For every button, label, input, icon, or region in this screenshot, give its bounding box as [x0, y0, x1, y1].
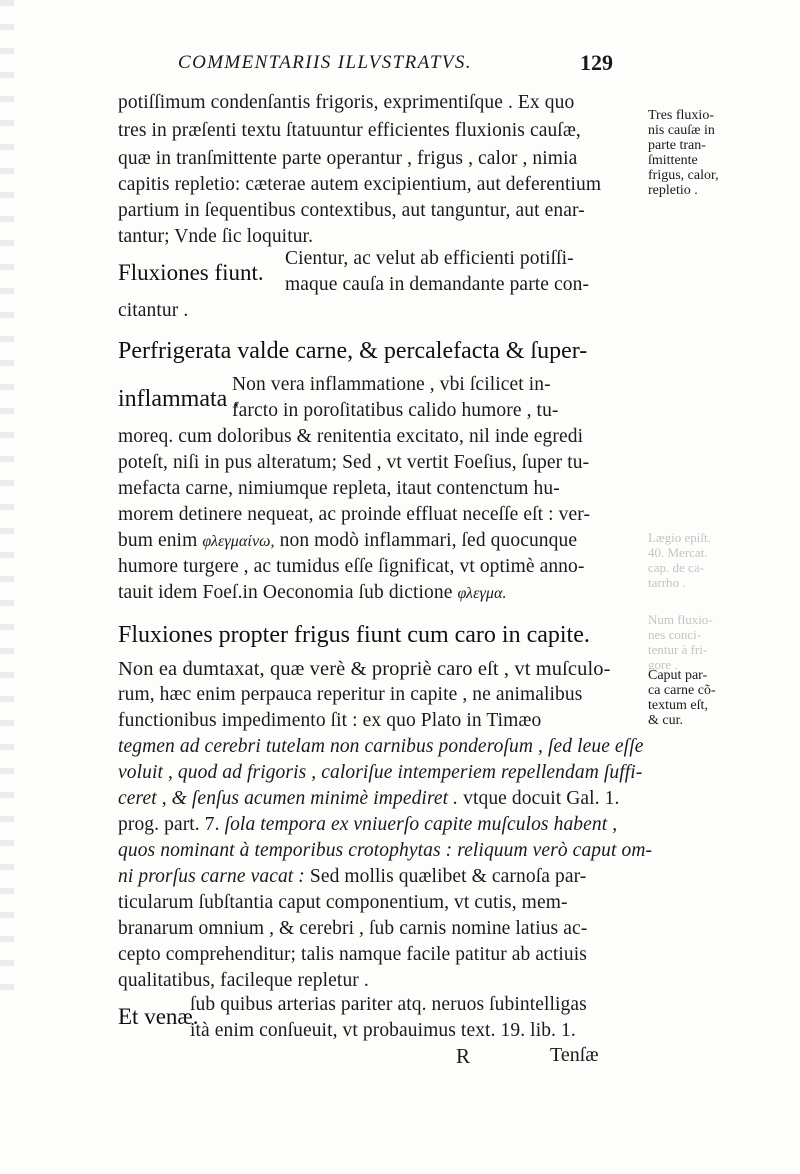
text-segment: ceret , & ſenſus acumen minimè impediret . [118, 788, 459, 809]
lemma-heading: Fluxiones propter frigus fiunt cum caro in capite. [118, 622, 590, 648]
text-line: moreq. cum doloribus & renitentia excitato, nil inde egredi [118, 426, 584, 447]
text-segment: prog. part. 7. [118, 814, 225, 835]
text-line: partium in ſequentibus contextibus, aut tanguntur, aut enar- [118, 200, 585, 221]
text-segment: ſola tempora ex vniuerſo capite muſculos habent , [224, 814, 618, 835]
text-line: Non vera inflammatione , vbi ſcilicet in- [232, 374, 551, 395]
text-line: quos nominant à temporibus crotophytas : reliquum verò caput om- [118, 840, 653, 861]
text-segment: non modò inflammari, ſed quocunque [279, 530, 578, 551]
lemma-heading: Perfrigerata valde carne, & percalefacta & ſuper- [118, 338, 588, 364]
margin-note-line: textum eſt, [648, 698, 708, 713]
ghost-line: tarrho . [648, 575, 686, 590]
margin-note-line: nis cauſæ in [648, 123, 715, 138]
text-line: farcto in poroſitatibus calido humore , tu- [232, 400, 559, 421]
margin-note-line: & cur. [648, 713, 683, 728]
lemma-heading: Et venæ. [118, 1004, 199, 1029]
running-header: COMMENTARIIS ILLVSTRATVS. [178, 52, 472, 73]
margin-note-line: ſmittente [648, 153, 698, 168]
text-segment: Sed mollis quælibet & carnoſa par- [304, 866, 587, 887]
text-line [118, 814, 638, 836]
catchword: Tenſæ [550, 1044, 599, 1066]
text-segment: ni prorſus carne vacat : [118, 866, 305, 887]
text-line: tegmen ad cerebri tutelam non carnibus ponderoſum , ſed leue eſſe [118, 736, 644, 757]
ghost-line: tentur à fri- [648, 642, 708, 657]
ghost-line: nes conci- [648, 627, 702, 642]
ghost-line: Lægio epiſt. [648, 530, 711, 545]
margin-note-line: repletio . [648, 183, 698, 198]
page-number: 129 [580, 50, 613, 75]
text-line: qualitatibus, facileque repletur . [118, 970, 369, 991]
text-line: morem detinere nequeat, ac proinde effluat neceſſe eſt : ver- [118, 504, 591, 525]
text-line: ſub quibus arterias pariter atq. neruos ſubintelligas [190, 994, 587, 1015]
text-line: humore turgere , ac tumidus eſſe ſignificat, vt optimè anno- [118, 556, 585, 577]
signature-mark: R [456, 1044, 471, 1068]
text-line: branarum omnium , & cerebri , ſub carnis nomine latius ac- [118, 918, 588, 939]
text-segment: bum enim [118, 530, 198, 551]
page-edge-shadow [0, 0, 14, 1000]
ghost-line: Num fluxio- [648, 612, 713, 627]
text-line: mefacta carne, nimiumque repleta, itaut contenctum hu- [118, 478, 560, 499]
text-line: functionibus impedimento ſit : ex quo Plato in Timæo [118, 710, 542, 731]
ghost-line: gore . [648, 657, 678, 672]
text-line [118, 866, 638, 888]
text-line: citantur . [118, 300, 189, 321]
text-line [118, 530, 638, 552]
margin-note-line: Tres fluxio- [648, 108, 714, 123]
text-line: ticularum ſubſtantia caput componentium, vt cutis, mem- [118, 892, 568, 913]
lemma-heading: Fluxiones fiunt. [118, 260, 264, 285]
greek-word: φλεγμαίνω, [202, 533, 275, 550]
text-line: quæ in tranſmittente parte operantur , frigus , calor , nimia [118, 148, 578, 169]
margin-note-line: parte tran- [648, 138, 706, 153]
text-line: maque cauſa in demandante parte con- [285, 274, 590, 295]
margin-note-causes [648, 108, 788, 198]
text-line: ità enim conſueuit, vt probauimus text. 19. lib. 1. [190, 1020, 576, 1041]
text-line: cepto comprehenditur; talis namque facile patitur ab actiuis [118, 944, 587, 965]
margin-note-line: frigus, calor, [648, 168, 719, 183]
text-segment: tauit idem Foeſ.in Oeconomia ſub dictione [118, 582, 453, 603]
text-segment: vtque docuit Gal. 1. [458, 788, 620, 809]
text-line: capitis repletio: cæterae autem excipientium, aut deferentium [118, 174, 602, 195]
text-line [118, 788, 638, 810]
text-line: voluit , quod ad frigoris , caloriſue intemperiem repellendam ſuffi- [118, 762, 643, 783]
text-line: poteſt, niſi in pus alteratum; Sed , vt vertit Foeſius, ſuper tu- [118, 452, 590, 473]
text-line: Non ea dumtaxat, quæ verè & propriè caro eſt , vt muſculo- [118, 658, 611, 680]
text-line: tres in præſenti textu ſtatuuntur efficientes fluxionis cauſæ, [118, 120, 581, 141]
lemma-heading: inflammata . [118, 386, 240, 412]
margin-note-line: Caput par- [648, 668, 708, 683]
ghost-margin-note [648, 612, 798, 672]
margin-note-line: ca carne cõ- [648, 683, 716, 698]
ghost-line: cap. de ca- [648, 560, 704, 575]
text-line: Cientur, ac velut ab efficienti potiſſi- [285, 248, 574, 269]
margin-note-head-flesh [648, 668, 788, 728]
text-line: potiſſimum condenſantis frigoris, exprimentiſque . Ex quo [118, 92, 575, 113]
greek-word: φλεγμα. [457, 585, 507, 602]
text-line: tantur; Vnde ſic loquitur. [118, 226, 314, 247]
text-line [118, 582, 638, 604]
ghost-margin-note [648, 530, 798, 590]
ghost-line: 40. Mercat. [648, 545, 708, 560]
text-line: rum, hæc enim perpauca reperitur in capite , ne animalibus [118, 684, 583, 705]
